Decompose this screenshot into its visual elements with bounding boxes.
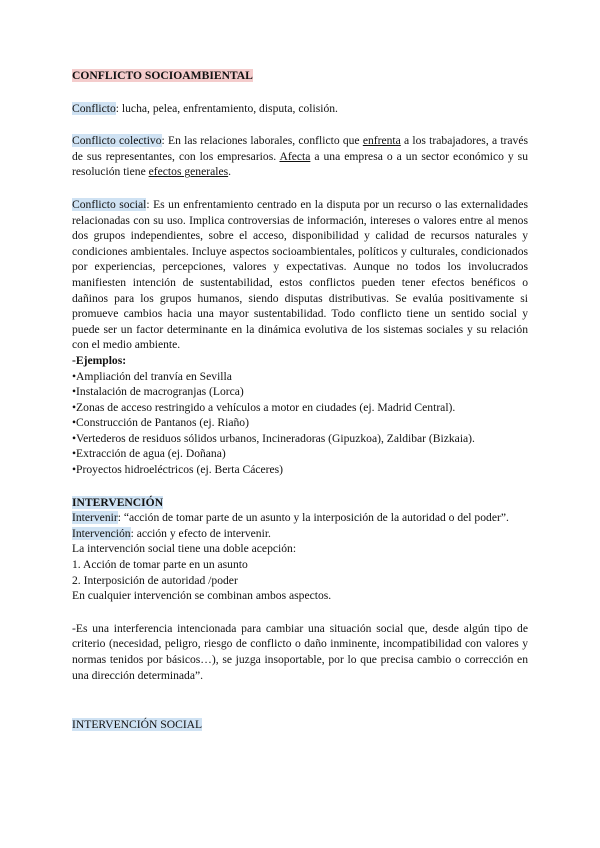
list-item: •Extracción de agua (ej. Doñana) <box>72 447 226 461</box>
text-line: 2. Interposición de autoridad /poder <box>72 573 238 587</box>
title-highlight: CONFLICTO SOCIOAMBIENTAL <box>72 69 253 82</box>
list-item: •Ampliación del tranvía en Sevilla <box>72 369 232 383</box>
definition-text: : “acción de tomar parte de un asunto y la interposición de la autoridad o del poder”. <box>117 511 509 525</box>
text-line: 1. Acción de tomar parte en un asunto <box>72 558 248 572</box>
definition-text: . <box>228 165 232 179</box>
section-title-intervencion-social <box>72 717 528 733</box>
definition-text: a una empresa o a un sector económico y su resolución tiene <box>72 149 528 179</box>
underlined-word: enfrenta <box>362 134 401 148</box>
intervencion-paragraph: -Es una interferencia intencionada para cambiar una situación social que, desde algún tipo de criterio (necesidad, peligro, riesgo de conflicto o daño inminente, incompatibilidad con valores y normas tenidos por básicos…), se juzga insoportable, por lo que precisa cambio o corrección en una dirección determinada”. <box>72 621 528 682</box>
list-item: •Vertederos de residuos sólidos urbanos, Incineradoras (Gipuzkoa), Zaldibar (Bizkaia). <box>72 431 475 445</box>
definition-intervencion <box>72 526 528 542</box>
document-page <box>72 68 528 733</box>
list-item: •Instalación de macrogranjas (Lorca) <box>72 385 244 399</box>
term-intervencion: Intervención <box>72 526 131 540</box>
definition-text: : lucha, pelea, enfrentamiento, disputa, colisión. <box>115 101 338 115</box>
definition-text: a los trabajadores, a través de sus representantes, con los empresarios. <box>72 134 529 163</box>
underlined-word: efectos generales <box>148 165 229 179</box>
title-highlight: INTERVENCIÓN <box>72 495 164 509</box>
list-item: •Construcción de Pantanos (ej. Riaño) <box>72 416 249 430</box>
definition-text: : acción y efecto de intervenir. <box>130 526 271 540</box>
definition-conflicto <box>72 101 528 117</box>
list-item: •Proyectos hidroeléctricos (ej. Berta Cáceres) <box>72 463 284 477</box>
section-title-intervencion <box>72 495 528 511</box>
term-conflicto-colectivo: Conflicto colectivo <box>72 134 162 148</box>
term-intervenir: Intervenir <box>72 511 118 525</box>
title-highlight: INTERVENCIÓN SOCIAL <box>72 718 203 732</box>
list-item: •Zonas de acceso restringido a vehículos a motor en ciudades (ej. Madrid Central). <box>72 400 456 414</box>
text-line: En cualquier intervención se combinan ambos aspectos. <box>72 589 332 603</box>
definition-text: : En las relaciones laborales, conflicto que <box>161 134 363 148</box>
text-line: La intervención social tiene una doble acepción: <box>72 542 297 556</box>
definition-conflicto-social <box>72 197 528 353</box>
section-title-conflicto-socioambiental <box>72 68 528 84</box>
term-conflicto-social: Conflicto social <box>72 197 147 211</box>
definition-intervenir <box>72 510 528 526</box>
ejemplos-list <box>72 369 528 478</box>
term-conflicto: Conflicto <box>72 101 116 115</box>
ejemplos-label: -Ejemplos: <box>72 353 127 367</box>
definition-conflicto-colectivo <box>72 133 528 180</box>
definition-text: : Es un enfrentamiento centrado en la disputa por un recurso o las externalidades relacionadas con su uso. Implica controversias de información, intereses o valores entre al menos dos grupos independientes, sobre el acceso, disponibilidad y calidad de recursos naturales y condiciones ambientales. Incluye aspectos socioambientales, políticos y culturales, condicionados por experiencias, percepciones, valores y expectativas. Aunque no todos los involucrados manifiesten intención de sustentabilidad, estos conflictos pueden tener efectos benéficos o dañinos para los grupos humanos, siendo disputas distributivas. Se evalúa positivamente si promueve cambios hacia una mayor sustentabilidad. Todo conflicto tiene un sentido social y puede ser un factor determinante en la dinámica evolutiva de los sistemas sociales y su relación con el medio ambiente. <box>72 197 528 352</box>
underlined-word: Afecta <box>279 149 311 163</box>
